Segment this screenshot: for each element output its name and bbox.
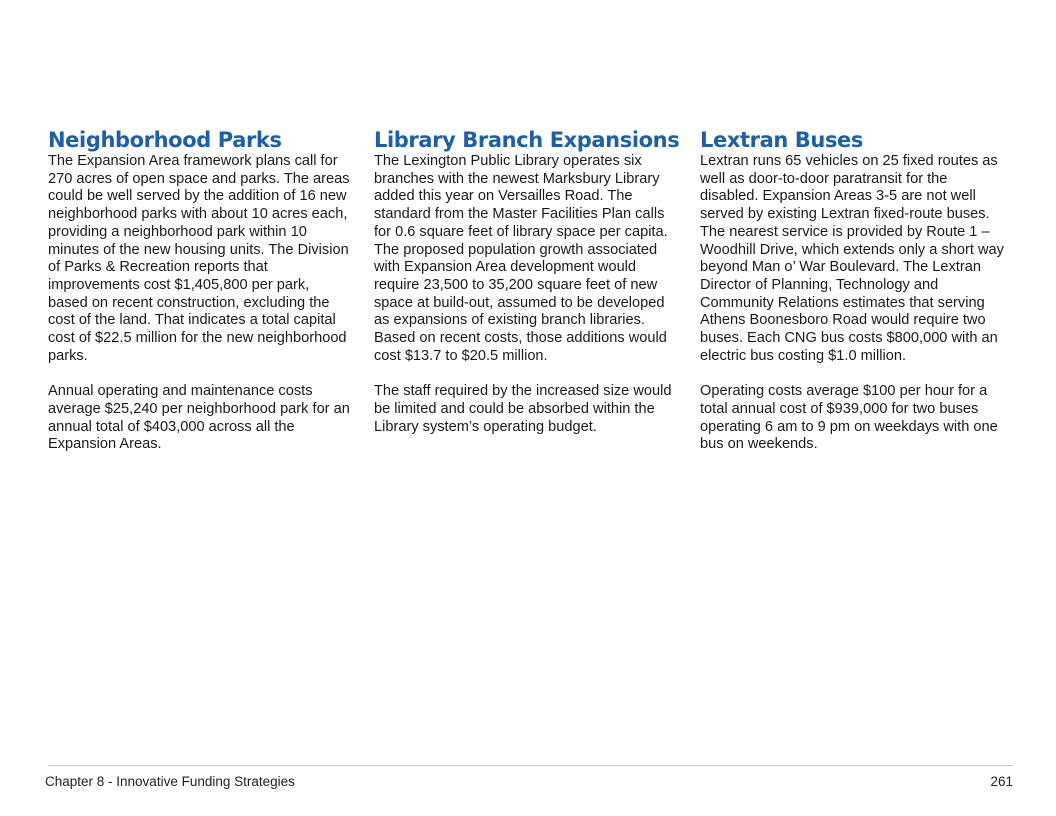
section-paragraph: The Expansion Area framework plans call for 270 acres of open space and parks. The areas could be well served by the addition of 16 new neighborhood parks with about 10 acres each, providing a neighborhood park within 10 minutes of the new housing units. The Division of Parks & Recreation reports that improvements cost $1,405,800 per park, based on recent construction, excluding the cost of the land. That indicates a total capital cost of $22.5 million for the new neighborhood parks. [48, 153, 350, 364]
section-paragraph: Operating costs average $100 per hour for a total annual cost of $939,000 for two buses operating 6 am to 9 pm on weekdays with one bus on weekends. [700, 383, 998, 453]
section-paragraph: Annual operating and maintenance costs average $25,240 per neighborhood park for an annual total of $403,000 across all the Expansion Areas. [48, 383, 350, 453]
footer-divider [48, 765, 1013, 766]
section-neighborhood-parks [48, 127, 352, 472]
section-paragraph: Lextran runs 65 vehicles on 25 fixed routes as well as door-to-door paratransit for the disabled. Expansion Areas 3-5 are not well served by existing Lextran fixed-route buses. The nearest service is provided by Route 1 – Woodhill Drive, which extends only a short way beyond Man o’ War Boulevard. The Lextran Director of Planning, Technology and Community Relations estimates that serving Athens Boonesboro Road would require two buses. Each CNG bus costs $800,000 with an electric bus costing $1.0 million. [700, 153, 1004, 364]
footer-page-number: 261 [990, 774, 1013, 789]
content-columns [48, 127, 1008, 472]
section-heading: Lextran Buses [700, 128, 863, 152]
section-heading: Library Branch Expansions [374, 128, 680, 152]
section-paragraph: The Lexington Public Library operates six branches with the newest Marksbury Library added this year on Versailles Road. The standard from the Master Facilities Plan calls for 0.6 square feet of library space per capita. The proposed population growth associated with Expansion Area development would require 23,500 to 35,200 square feet of new space at build-out, assumed to be developed as expansions of existing branch libraries. Based on recent costs, those additions would cost $13.7 to $20.5 million. [374, 153, 668, 364]
section-heading: Neighborhood Parks [48, 128, 282, 152]
section-library-branch-expansions [374, 127, 678, 472]
footer-chapter-title: Chapter 8 - Innovative Funding Strategies [45, 774, 295, 789]
section-lextran-buses [700, 127, 1004, 472]
section-paragraph: The staff required by the increased size would be limited and could be absorbed within the Library system’s operating budget. [374, 383, 672, 435]
